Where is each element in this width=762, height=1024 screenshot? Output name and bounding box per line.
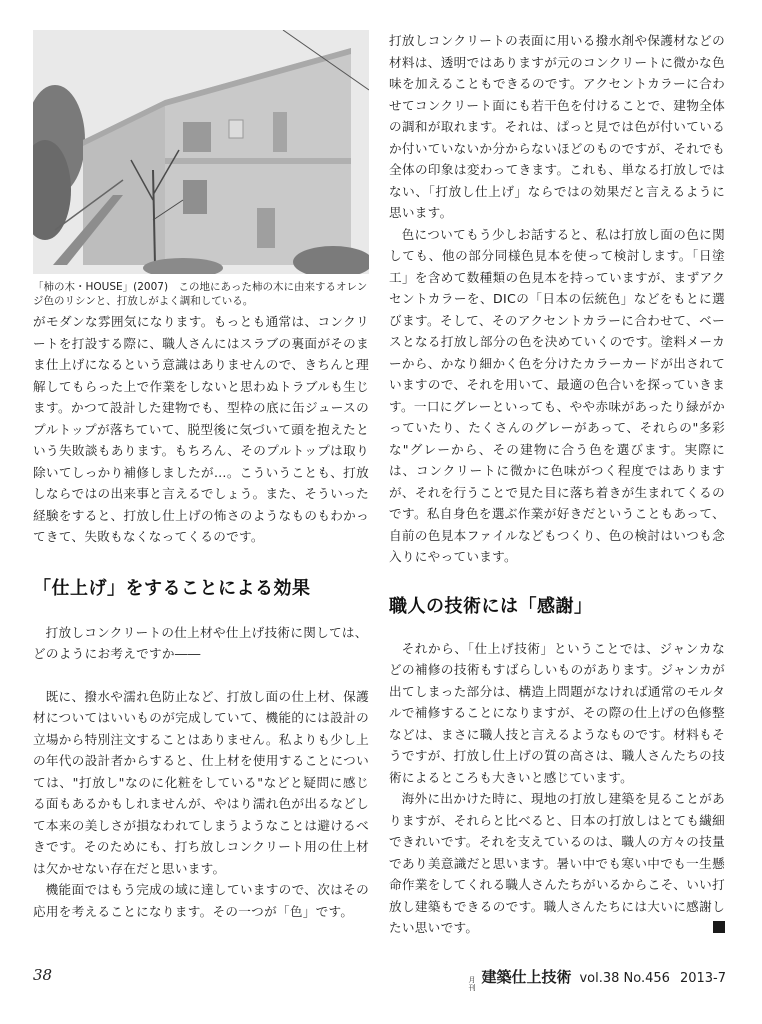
section-heading-finishing-effect: 「仕上げ」をすることによる効果 bbox=[33, 577, 311, 599]
right-section-text bbox=[389, 638, 725, 939]
paragraph: 打放しコンクリートの表面に用いる撥水剤や保護材などの材料は、透明ではありますが元のコンクリートに微かな色味を加えることもできるのです。アクセントカラーに合わせてコンクリート面にも若干色を付けることで、建物全体の調和が取れます。それは、ぱっと見では色が付いているか付いていないか分からないほどのものですが、それでも全体の印象は変わってきます。これも、単なる打放しではない、「打放し仕上げ」ならではの効果だと言えるように思います。 bbox=[389, 33, 725, 220]
paragraph bbox=[389, 788, 725, 939]
end-mark-icon bbox=[713, 921, 725, 933]
building-photo bbox=[33, 30, 369, 274]
magazine-info bbox=[468, 966, 726, 992]
right-column bbox=[389, 30, 725, 939]
paragraph: 機能面ではもう完成の域に達していますので、次はその応用を考えることになります。その一つが「色」です。 bbox=[33, 882, 369, 919]
magazine-title: 建築仕上技術 bbox=[481, 968, 572, 986]
photo-caption: 「柿の木・HOUSE」(2007) この地にあった柿の木に由来するオレンジ色のリシンと、打放しがよく調和している。 bbox=[33, 281, 368, 307]
magazine-volume: vol.38 No.456 bbox=[579, 971, 670, 986]
interview-question: 打放しコンクリートの仕上材や仕上げ技術に関しては、どのようにお考えですか―― bbox=[33, 624, 368, 661]
paragraph: それから、「仕上げ技術」ということでは、ジャンカなどの補修の技術もすばらしいものがあります。ジャンカが出てしまった部分は、構造上問題がなければ通常のモルタルで補修することになりますが、その際の仕上げの色修整などは、まさに職人技と言えるようなものです。材料もそうですが、打放し仕上げの質の高さは、職人さんたちの技術によるところも大きいと感じています。 bbox=[389, 640, 725, 785]
section-heading-craftsman-gratitude: 職人の技術には「感謝」 bbox=[389, 595, 593, 617]
left-continuation-text bbox=[33, 311, 369, 548]
page-footer bbox=[0, 966, 762, 990]
paragraph: がモダンな雰囲気になります。もっとも通常は、コンクリートを打設する際に、職人さんにはスラブの裏面がそのまま仕上げになるという意識はありませんので、きちんと理解してもらった上で作業をしないと思わぬトラブルも生じます。かつて設計した建物でも、型枠の底に缶ジュースのプルトップが落ちていて、脱型後に気づいて頭を抱えたという失敗談もあります。もちろん、そのプルトップは取り除いてしっかり補修しましたが…。こういうことも、打放しならではの出来事と言えるでしょう。また、そういった経験をすると、打放し仕上げの怖さのようなものもわかってきて、失敗もなくなってくるのです。 bbox=[33, 314, 369, 544]
magazine-date: 2013-7 bbox=[679, 971, 726, 986]
building-photo-illustration bbox=[33, 30, 369, 274]
magazine-prefix: 月刊 bbox=[468, 976, 476, 992]
left-section-text bbox=[33, 686, 369, 923]
page-number: 38 bbox=[33, 966, 53, 984]
paragraph: 色についてもう少しお話すると、私は打放し面の色に関しても、他の部分同様色見本を使って検討します。「日塗工」を含めて数種類の色見本を持っていますが、まずアクセントカラーを、DICの「日本の伝統色」などをもとに選びます。そして、そのアクセントカラーに合わせて、ベースとなる打放し部分の色を決めていくのです。塗料メーカーから、かなり細かく色を分けたカラーカードが出されていますので、それを用いて、最適の色合いを探っていきます。一口にグレーといっても、やや赤味があったり緑がかっていたり、たくさんのグレーがあって、それらの"多彩な"グレーから、その建物に合う色を選びます。実際には、コンクリートに微かに色味がつく程度ではありますが、それを行うことで見た目に落ち着きが生まれてくるのです。私自身色を選ぶ作業が好きだということもあって、自前の色見本ファイルなどもつくり、色の検討はいつも念入りにやっています。 bbox=[389, 226, 725, 564]
paragraph-text: 海外に出かけた時に、現地の打放し建築を見ることがありますが、それらと比べると、日本の打放しはとても繊細できれいです。それを支えているのは、職人の方々の技量であり美意識だと思います。暑い中でも寒い中でも一生懸命作業をしてくれる職人さんたちがいるからこそ、いい打放し建築もできるのです。職人さんたちには大いに感謝したい思いです。 bbox=[389, 791, 725, 935]
paragraph: 既に、撥水や濡れ色防止など、打放し面の仕上材、保護材についてはいいものが完成していて、機能的には設計の立場から特別注文することはありません。私よりも少し上の年代の設計者からすると、仕上材を使用することについては、"打放し"なのに化粧をしている"などと疑問に感じる面もあるかもしれませんが、やはり濡れ色が出るなどして本来の美しさが損なわれてしまうようなことは避けるべきです。そのためにも、打ち放しコンクリート用の仕上材は欠かせない存在だと思います。 bbox=[33, 688, 369, 876]
right-upper-text bbox=[389, 30, 725, 568]
left-column bbox=[33, 30, 369, 922]
